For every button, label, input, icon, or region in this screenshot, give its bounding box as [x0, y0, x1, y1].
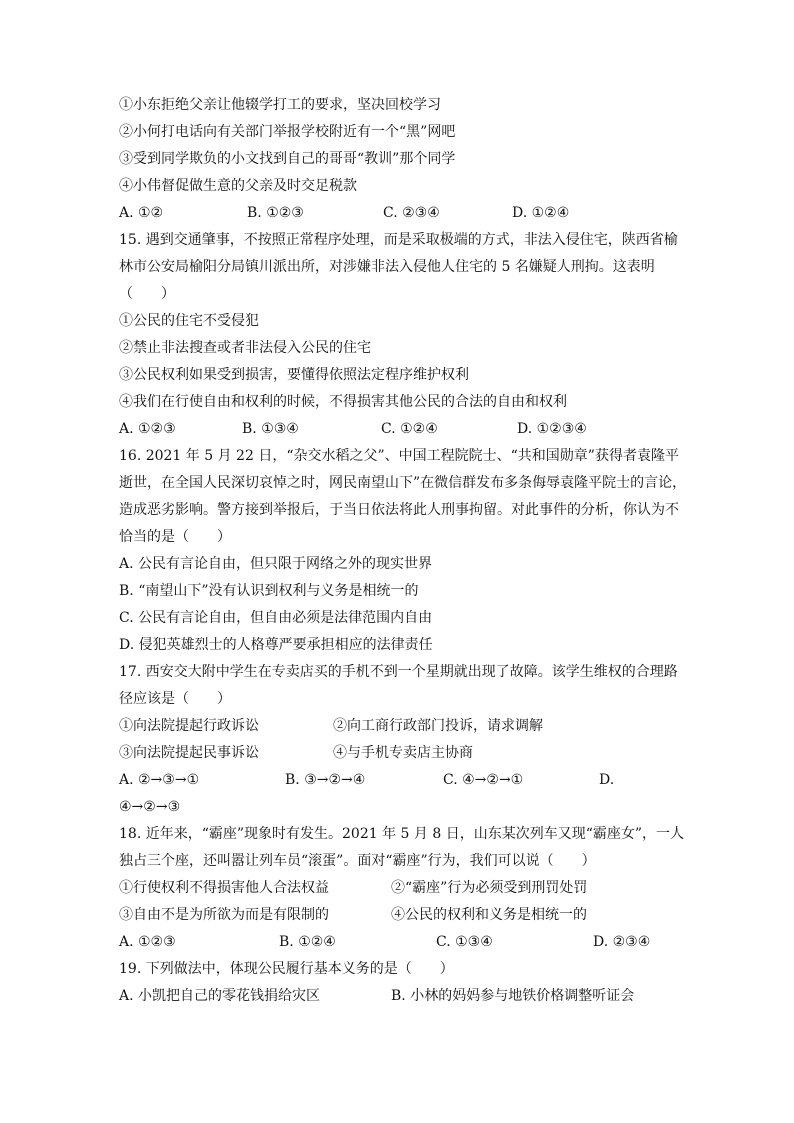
q15-stem-3: （ ）: [119, 286, 175, 302]
q17-item-2: ②向工商行政部门投诉，请求调解: [333, 718, 543, 734]
q17-option-c: C. ④→②→①: [443, 772, 524, 788]
q14-item-3: ③受到同学欺负的小文找到自己的哥哥“教训”那个同学: [119, 151, 456, 167]
q14-item-1: ①小东拒绝父亲让他辍学打工的要求，坚决回校学习: [119, 97, 441, 113]
q18-item-2: ②“霸座”行为必须受到刑罚处罚: [391, 880, 588, 896]
q18-option-c: C. ①③④: [436, 934, 493, 950]
q14-option-d: D. ①②④: [512, 205, 570, 221]
q17-stem-2: 径应该是（ ）: [119, 691, 231, 707]
q15-item-1: ①公民的住宅不受侵犯: [119, 313, 259, 329]
q14-option-a: A. ①②: [119, 205, 164, 221]
q14-option-b: B. ①②③: [247, 205, 304, 221]
q16-stem-4: 恰当的是（ ）: [119, 529, 231, 545]
q15-item-3: ③公民权利如果受到损害，要懂得依照法定程序维护权利: [119, 367, 469, 383]
q15-item-4: ④我们在行使自由和权利的时候，不得损害其他公民的合法的自由和权利: [119, 394, 567, 410]
q16-option-b: B. “南望山下”没有认识到权利与义务是相统一的: [119, 583, 419, 599]
q17-option-a: A. ②→③→①: [119, 772, 200, 788]
q18-stem-1: 18. 近年来，“霸座”现象时有发生。2021 年 5 月 8 日，山东某次列车又现“霸座女”，一人: [119, 826, 685, 842]
q18-stem-2: 独占三个座，还叫嚣让列车员“滚蛋”。面对“霸座”行为，我们可以说（ ）: [119, 853, 596, 869]
q18-option-b: B. ①②④: [279, 934, 336, 950]
q16-stem-1: 16. 2021 年 5 月 22 日，“杂交水稻之父”、中国工程院院士、“共和国勋章”获得者袁隆平: [119, 448, 679, 464]
q14-item-4: ④小伟督促做生意的父亲及时交足税款: [119, 178, 357, 194]
q15-option-a: A. ①②③: [119, 421, 176, 437]
q14-option-c: C. ②③④: [383, 205, 440, 221]
q16-stem-2: 逝世，在全国人民深切哀悼之时，网民南望山下”在微信群发布多条侮辱袁隆平院士的言论，: [119, 475, 687, 491]
q17-item-3: ③向法院提起民事诉讼: [119, 745, 259, 761]
q17-option-d: D.: [599, 772, 615, 788]
q19-option-a: A. 小凯把自己的零花钱捐给灾区: [119, 988, 321, 1004]
q15-stem-2: 林市公安局榆阳分局镇川派出所，对涉嫌非法入侵他人住宅的 5 名嫌疑人刑拘。这表明: [119, 259, 655, 275]
q18-item-3: ③自由不是为所欲为而是有限制的: [119, 907, 329, 923]
q18-option-a: A. ①②③: [119, 934, 176, 950]
q15-option-b: B. ①③④: [242, 421, 299, 437]
q17-item-1: ①向法院提起行政诉讼: [119, 718, 259, 734]
q19-stem: 19. 下列做法中，体现公民履行基本义务的是（ ）: [119, 961, 454, 977]
q16-option-c: C. 公民有言论自由，但自由必须是法律范围内自由: [119, 610, 433, 626]
q15-item-2: ②禁止非法搜查或者非法侵入公民的住宅: [119, 340, 371, 356]
q17-item-4: ④与手机专卖店主协商: [333, 745, 473, 761]
q16-option-d: D. 侵犯英雄烈士的人格尊严要承担相应的法律责任: [119, 637, 433, 653]
q15-option-c: C. ①②④: [381, 421, 438, 437]
q14-item-2: ②小何打电话向有关部门举报学校附近有一个“黑”网吧: [119, 124, 456, 140]
q18-item-1: ①行使权利不得损害他人合法权益: [119, 880, 329, 896]
q19-option-b: B. 小林的妈妈参与地铁价格调整听证会: [391, 988, 635, 1004]
q17-option-d-cont: ④→②→③: [119, 799, 181, 815]
q16-option-a: A. 公民有言论自由，但只限于网络之外的现实世界: [119, 556, 433, 572]
q15-option-d: D. ①②③④: [517, 421, 587, 437]
q17-option-b: B. ③→②→④: [285, 772, 366, 788]
q18-item-4: ④公民的权利和义务是相统一的: [391, 907, 587, 923]
q18-option-d: D. ②③④: [593, 934, 651, 950]
q15-stem-1: 15. 遇到交通肇事，不按照正常程序处理，而是采取极端的方式，非法入侵住宅，陕西省榆: [119, 232, 678, 248]
q17-stem-1: 17. 西安交大附中学生在专卖店买的手机不到一个星期就出现了故障。该学生维权的合理路: [119, 664, 678, 680]
q16-stem-3: 造成恶劣影响。警方接到举报后，于当日依法将此人刑事拘留。对此事件的分析，你认为不: [119, 502, 679, 518]
